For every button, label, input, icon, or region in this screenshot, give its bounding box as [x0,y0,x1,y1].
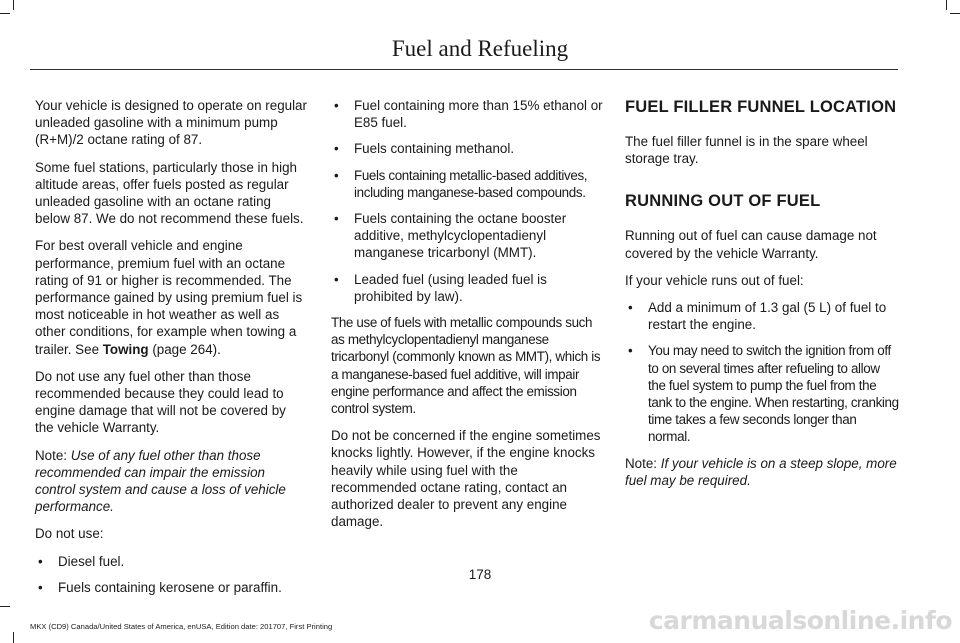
crop-mark [946,0,947,10]
paragraph-running-out-damage: Running out of fuel can cause damage not covered by the vehicle Warranty. [625,228,877,261]
list-item: • Diesel fuel. [35,553,307,570]
crop-mark [13,632,14,643]
towing-link[interactable]: Towing [102,341,149,357]
paragraph-metallic-compounds: The use of fuels with metallic compounds such as methylcyclopentadienyl manganese tricarbonyl (commonly known as MMT), which is a manganese-based fuel additive, will impair engine performance and affect the emission control system. [331,315,601,417]
note-emission [35,447,307,516]
prohibited-fuels-list [331,97,603,305]
watermark: carmanualsonline.info [648,606,952,635]
crop-mark [13,0,14,10]
section-heading-running-out: RUNNING OUT OF FUEL [625,192,821,211]
crop-mark [950,13,960,14]
list-item: • Fuels containing metallic-based additives, including manganese-based compounds. [331,167,603,201]
paragraph-warranty-warning: Do not use any fuel other than those recommended because they could lead to engine damage that will not be covered by the vehicle Warranty. [35,368,286,436]
paragraph-engine-knock: Do not be concerned if the engine sometimes knocks lightly. However, if the engine knocks heavily while using fuel with the recommended octane rating, contact an authorized dealer to prevent any engine damage. [331,428,601,530]
note-label: Note: [35,447,68,463]
paragraph-premium-fuel [35,237,307,357]
column-1 [35,97,307,605]
list-item: • Leaded fuel (using leaded fuel is prohibited by law). [331,271,603,305]
crop-mark [0,13,10,14]
note-text: If your vehicle is on a steep slope, more fuel may be required. [625,455,897,488]
section-heading-funnel-location: FUEL FILLER FUNNEL LOCATION [625,98,897,116]
note-steep-slope [625,455,900,489]
list-item: • Fuels containing methanol. [331,140,603,157]
paragraph-octane-requirement: Your vehicle is designed to operate on regular unleaded gasoline with a minimum pump (R+M)/2 octane rating of 87. [35,98,307,148]
crop-mark [0,606,10,607]
list-item: • You may need to switch the ignition from off to on several times after refueling to allow the fuel system to pump the fuel from the tank to the engine. When restarting, cranking time takes a few seconds longer than normal. [625,342,900,445]
edition-footer: MKX (CD9) Canada/United States of America, enUSA, Edition date: 201707, First Printing [30,622,333,631]
list-item: • Fuels containing the octane booster additive, methylcyclopentadienyl manganese tricarbonyl (MMT). [331,210,603,262]
note-text: Use of any fuel other than those recommended can impair the emission control system and cause a loss of vehicle performance. [35,447,286,515]
running-out-list [625,299,900,446]
column-2 [331,97,603,540]
header-divider [30,69,898,70]
list-item: • Fuels containing kerosene or paraffin. [35,579,307,596]
paragraph-high-altitude: Some fuel stations, particularly those in high altitude areas, offer fuels posted as regular unleaded gasoline with an octane rating below 87. We do not recommend these fuels. [35,159,304,227]
paragraph-funnel-location: The fuel filler funnel is in the spare wheel storage tray. [625,134,868,167]
note-label: Note: [625,455,658,471]
page-number: 178 [468,567,492,582]
do-not-use-heading: Do not use: [35,526,104,542]
paragraph-if-runs-out: If your vehicle runs out of fuel: [625,272,804,288]
page-title: Fuel and Refueling [391,36,569,61]
column-3 [625,97,900,499]
towing-page-ref: (page 264). [148,341,221,357]
list-item: • Add a minimum of 1.3 gal (5 L) of fuel to restart the engine. [625,299,900,333]
list-item: • Fuel containing more than 15% ethanol or E85 fuel. [331,97,603,131]
premium-fuel-text: For best overall vehicle and engine performance, premium fuel with an octane rating of 91 or higher is recommended. The performance gained by using premium fuel is most noticeable in hot weather as well as other conditions, for example when towing a trailer. See [35,238,303,357]
